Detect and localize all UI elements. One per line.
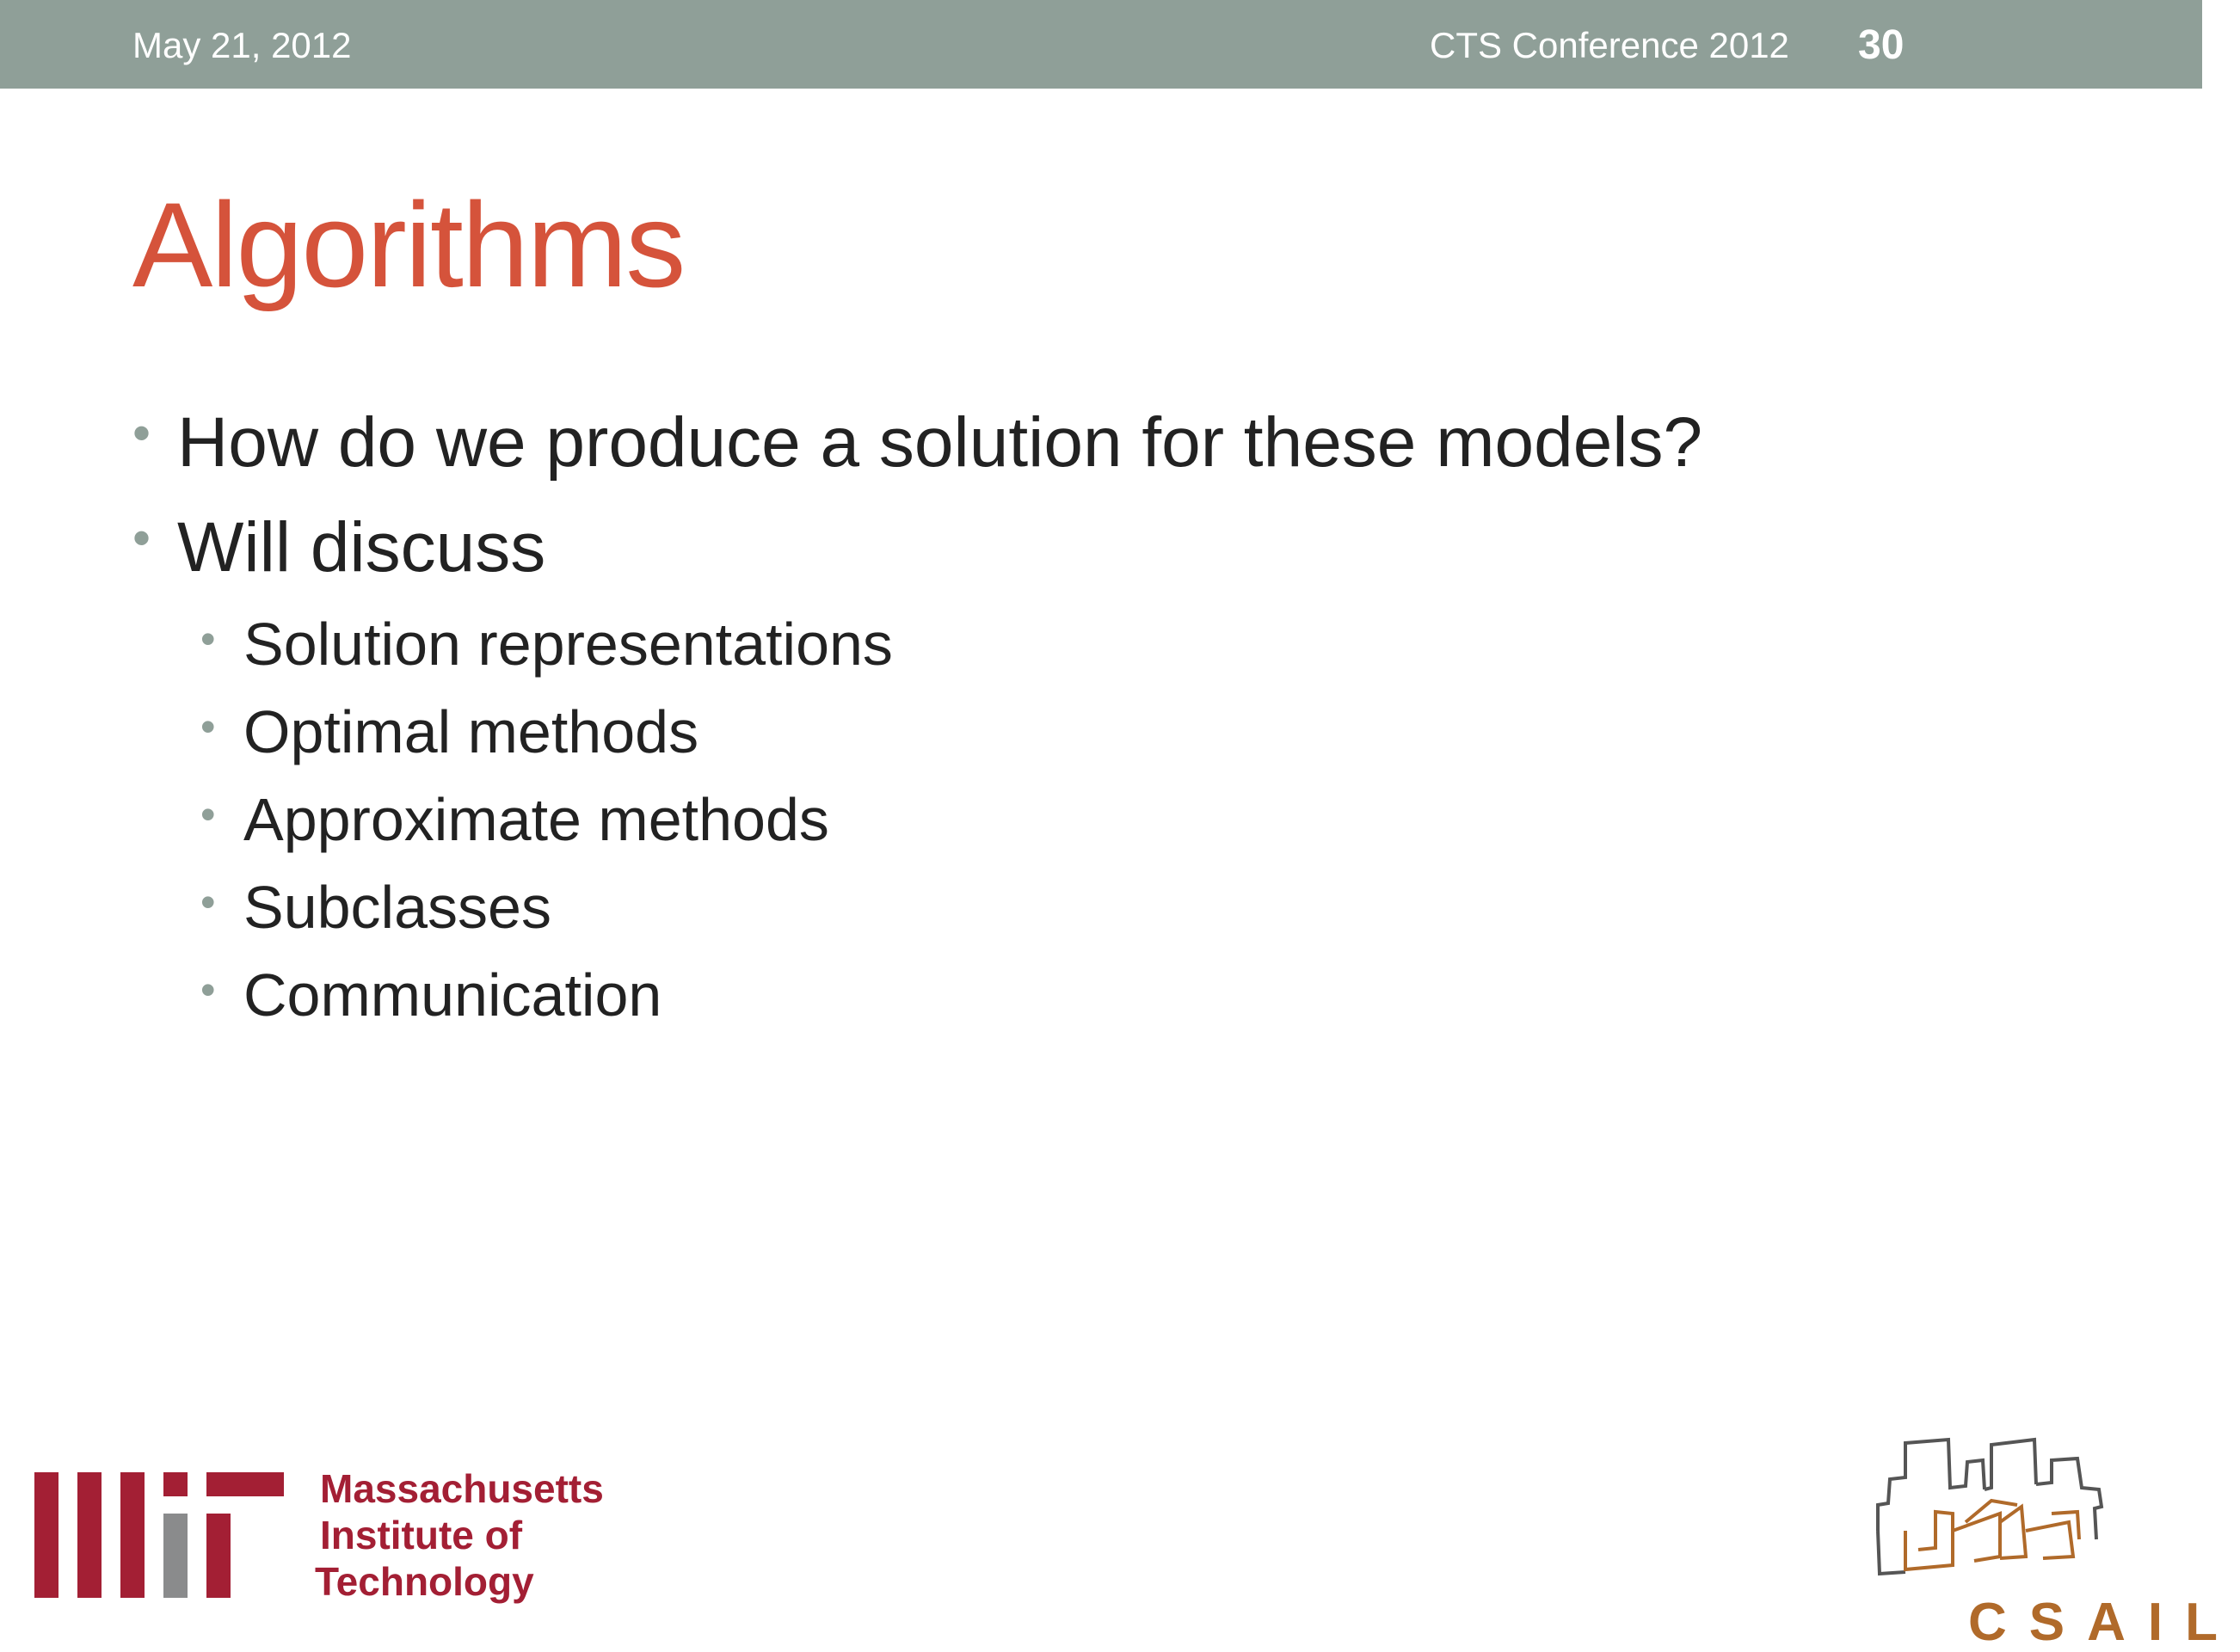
slide-date: May 21, 2012 — [132, 25, 352, 65]
sub-bullet-text: Subclasses — [243, 874, 551, 941]
mit-logo-icon — [34, 1472, 284, 1598]
mit-name-line3: Technology — [315, 1559, 534, 1604]
conference-name: CTS Conference 2012 — [1430, 25, 1789, 65]
sub-bullet-text: Solution representations — [243, 611, 893, 678]
sub-bullet-text: Communication — [243, 961, 662, 1029]
slide-number: 30 — [1858, 22, 1905, 68]
bullet-item — [132, 403, 1703, 482]
bullet-item — [132, 508, 546, 586]
mit-name-line2: Institute of — [320, 1513, 523, 1557]
bullet-dot-icon: • — [200, 790, 216, 838]
bullet-dot-icon: • — [132, 509, 151, 567]
sub-bullet-item — [200, 874, 551, 941]
bullet-dot-icon: • — [200, 878, 216, 926]
sub-bullet-text: Approximate methods — [243, 786, 829, 853]
sub-bullet-item — [200, 698, 699, 765]
bullet-dot-icon: • — [200, 966, 216, 1014]
bullet-dot-icon: • — [200, 703, 216, 751]
bullet-dot-icon: • — [132, 404, 151, 462]
sub-bullet-item — [200, 961, 662, 1029]
csail-wordmark: CSAIL — [1968, 1593, 2240, 1652]
mit-name-line1: Massachusetts — [320, 1466, 604, 1511]
sub-bullet-item — [200, 611, 893, 678]
bullet-dot-icon: • — [200, 615, 216, 663]
bullet-text: Will discuss — [177, 508, 546, 586]
sub-bullet-text: Optimal methods — [243, 698, 699, 765]
bullet-text: How do we produce a solution for these models? — [177, 403, 1703, 482]
sub-bullet-item — [200, 786, 829, 853]
slide-title: Algorithms — [132, 177, 685, 312]
header-bar — [0, 0, 2202, 89]
csail-building-logo-icon — [1871, 1428, 2120, 1600]
